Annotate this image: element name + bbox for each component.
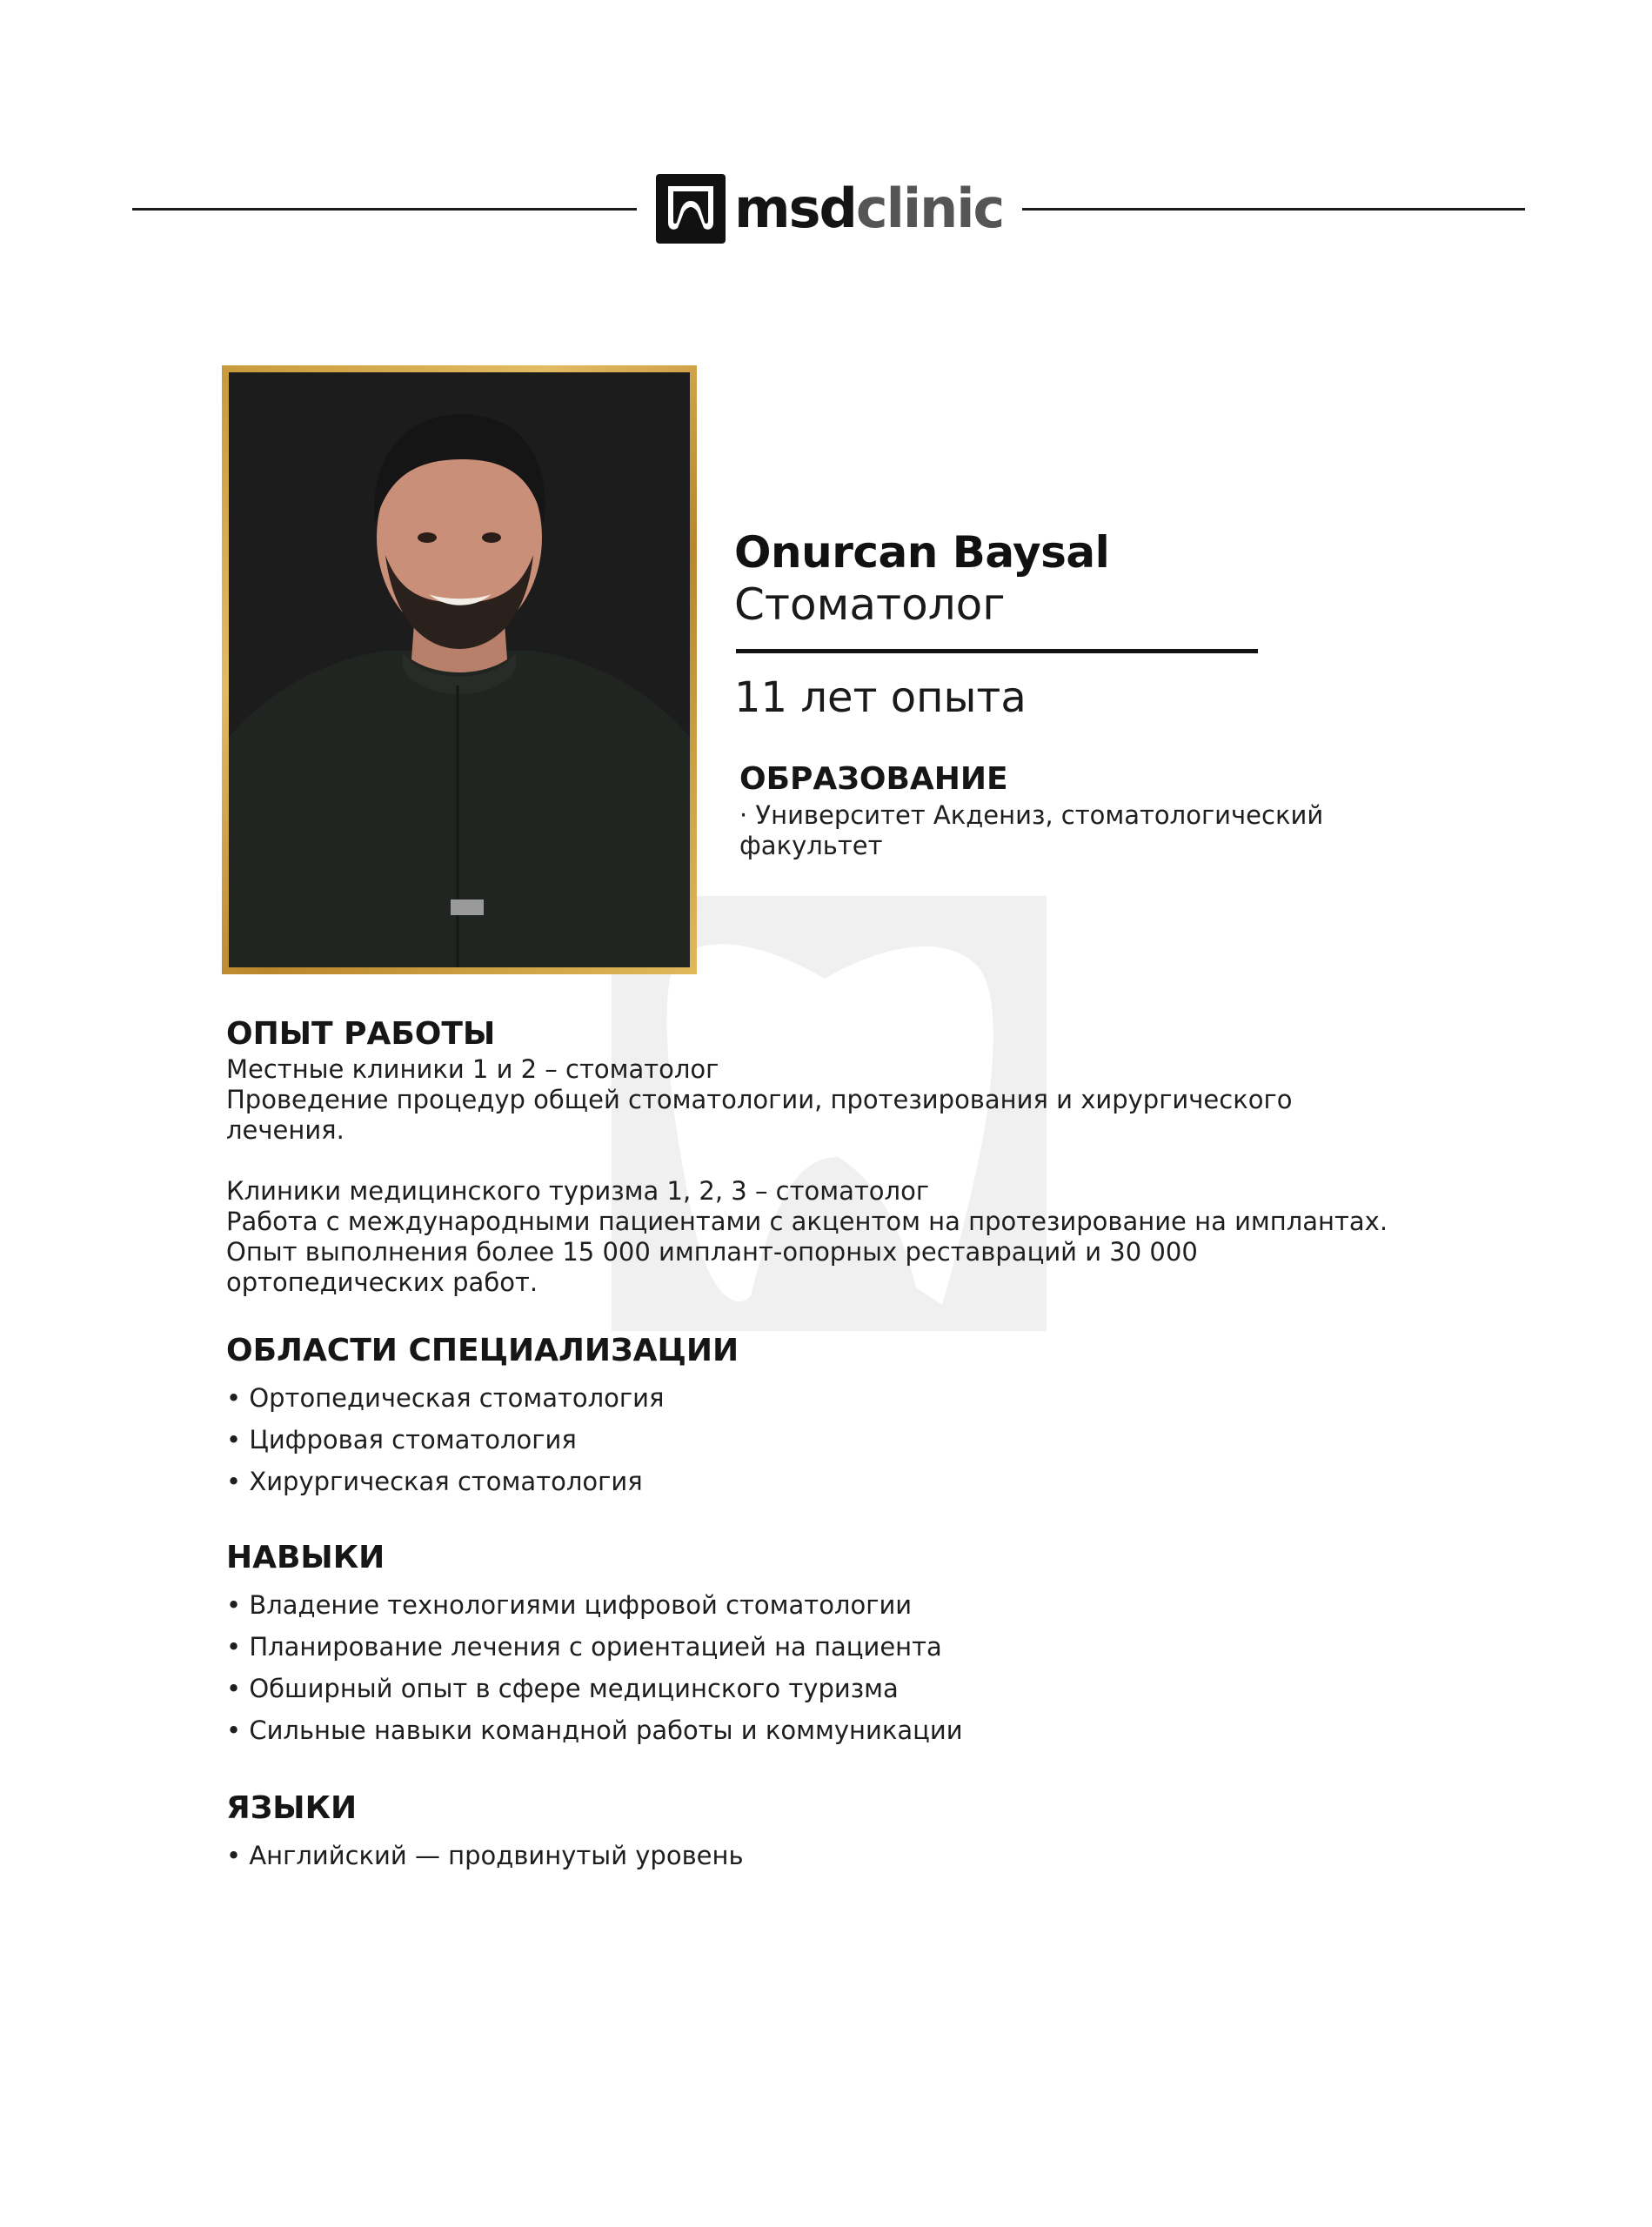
header-rule-right [1022, 208, 1525, 211]
tooth-icon [656, 174, 726, 244]
languages-heading: ЯЗЫКИ [226, 1790, 358, 1826]
language-item: • Английский — продвинутый уровень [226, 1841, 744, 1870]
skills-heading: НАВЫКИ [226, 1540, 385, 1575]
header-rule-left [132, 208, 637, 211]
experience-years: 11 лет опыта [734, 673, 1027, 722]
logo-clinic: clinic [855, 177, 1004, 240]
logo-msd: msd [734, 177, 856, 240]
work-heading: ОПЫТ РАБОТЫ [226, 1016, 496, 1052]
education-line: факультет [739, 831, 883, 860]
doctor-role: Стоматолог [734, 579, 1006, 630]
work-line: Проведение процедур общей стоматологии, протезирования и хирургического [226, 1085, 1293, 1114]
work-line: Местные клиники 1 и 2 – стоматолог [226, 1054, 719, 1084]
specializations-heading: ОБЛАСТИ СПЕЦИАЛИЗАЦИИ [226, 1333, 739, 1368]
specialization-item: • Ортопедическая стоматология [226, 1383, 665, 1413]
education-line: · Университет Акдениз, стоматологический [739, 800, 1324, 830]
doctor-photo [229, 372, 690, 967]
work-line: ортопедических работ. [226, 1267, 538, 1297]
doctor-name: Onurcan Baysal [734, 527, 1110, 578]
work-line: Опыт выполнения более 15 000 имплант-опорных реставраций и 30 000 [226, 1237, 1198, 1267]
skill-item: • Владение технологиями цифровой стоматологии [226, 1590, 913, 1620]
doctor-photo-frame [222, 365, 697, 974]
logo-wordmark [734, 177, 1004, 240]
work-line: Клиники медицинского туризма 1, 2, 3 – стоматолог [226, 1176, 930, 1206]
work-line: лечения. [226, 1115, 344, 1145]
education-heading: ОБРАЗОВАНИЕ [739, 761, 1008, 797]
skill-item: • Обширный опыт в сфере медицинского туризма [226, 1674, 899, 1703]
work-line: Работа с международными пациентами с акцентом на протезирование на имплантах. [226, 1207, 1388, 1236]
specialization-item: • Хирургическая стоматология [226, 1467, 643, 1496]
specialization-item: • Цифровая стоматология [226, 1425, 577, 1455]
clinic-logo [656, 172, 1003, 245]
name-divider [736, 649, 1258, 653]
skill-item: • Планирование лечения с ориентацией на пациента [226, 1632, 942, 1662]
skill-item: • Сильные навыки командной работы и коммуникации [226, 1715, 963, 1745]
